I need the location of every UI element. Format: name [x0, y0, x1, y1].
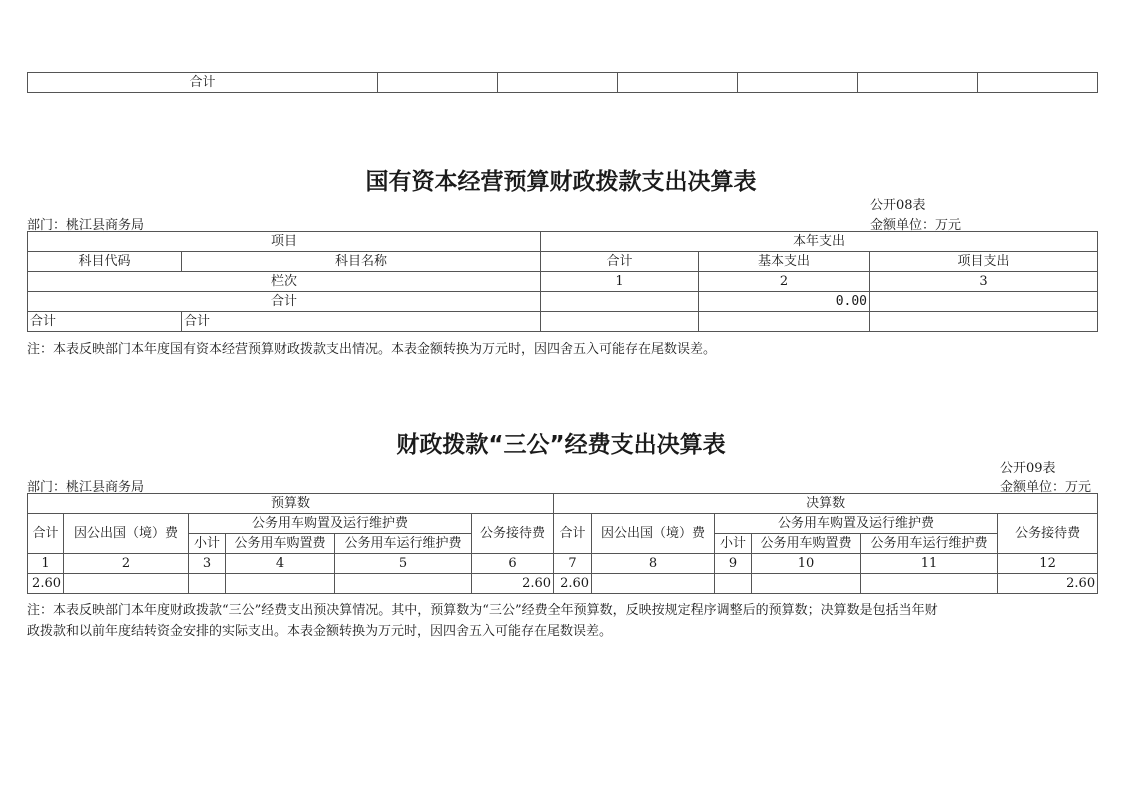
value-cell: [64, 574, 189, 594]
sum-label: 合计: [28, 292, 541, 312]
value-cell: 2.60: [472, 574, 554, 594]
value-cell: [189, 574, 226, 594]
column-order-label: 栏次: [28, 272, 541, 292]
table-row: [28, 272, 1098, 292]
col-number: 2: [699, 272, 870, 292]
header-project-exp: 项目支出: [870, 252, 1098, 272]
header-reception: 公务接待费: [998, 514, 1098, 554]
table2-unit: 金额单位：万元: [1000, 480, 1092, 495]
header-subject-code: 科目代码: [28, 252, 182, 272]
value-cell: [592, 574, 715, 594]
col-number: 9: [715, 554, 752, 574]
table1-note: 注：本表反映部门本年度国有资本经营预算财政拨款支出情况。本表金额转换为万元时，因四舍五入可能存在尾数误差。: [27, 342, 717, 357]
header-subtotal: 小计: [189, 534, 226, 554]
table-row: [28, 252, 1098, 272]
total-label: 合计: [28, 73, 378, 93]
table-row: [28, 312, 1098, 332]
header-project: 项目: [28, 232, 541, 252]
col-number: 7: [554, 554, 592, 574]
header-basic: 基本支出: [699, 252, 870, 272]
col-number: 12: [998, 554, 1098, 574]
table-row: [28, 292, 1098, 312]
table1: [27, 231, 1098, 332]
table2-note-line1: 注：本表反映部门本年度财政拨款“三公”经费支出预决算情况。其中，预算数为“三公”经费全年预算数，反映按规定程序调整后的预算数；决算数是包括当年财: [27, 603, 938, 618]
header-reception: 公务接待费: [472, 514, 554, 554]
col-number: 3: [870, 272, 1098, 292]
table2-note-line2: 政拨款和以前年度结转资金安排的实际支出。本表金额转换为万元时，因四舍五入可能存在尾数误差。: [27, 624, 613, 639]
value-cell: [226, 574, 335, 594]
col-number: 11: [861, 554, 998, 574]
header-total: 合计: [554, 514, 592, 554]
header-abroad: 因公出国（境）费: [64, 514, 189, 554]
header-vehicle: 公务用车购置及运行维护费: [189, 514, 472, 534]
header-operation: 公务用车运行维护费: [861, 534, 998, 554]
header-total: 合计: [541, 252, 699, 272]
col-number: 6: [472, 554, 554, 574]
table1-dept: 部门：桃江县商务局: [27, 218, 145, 233]
header-total: 合计: [28, 514, 64, 554]
row-code: 合计: [28, 312, 182, 332]
table2: [27, 493, 1098, 594]
header-subject-name: 科目名称: [182, 252, 541, 272]
table2-dept: 部门：桃江县商务局: [27, 480, 145, 495]
continued-table: [27, 72, 1122, 93]
row-name: 合计: [182, 312, 541, 332]
col-number: 3: [189, 554, 226, 574]
header-vehicle: 公务用车购置及运行维护费: [715, 514, 998, 534]
col-number: 8: [592, 554, 715, 574]
header-purchase: 公务用车购置费: [752, 534, 861, 554]
table1-title: 国有资本经营预算财政拨款支出决算表: [365, 169, 757, 195]
value-cell: [861, 574, 998, 594]
header-purchase: 公务用车购置费: [226, 534, 335, 554]
col-number: 1: [541, 272, 699, 292]
table-row: [28, 574, 1098, 594]
table-row: [28, 514, 1098, 534]
value-cell: [715, 574, 752, 594]
col-number: 5: [335, 554, 472, 574]
value-cell: [752, 574, 861, 594]
value-cell: 2.60: [554, 574, 592, 594]
col-number: 10: [752, 554, 861, 574]
table1-unit: 金额单位：万元: [870, 218, 962, 233]
header-final: 决算数: [554, 494, 1098, 514]
value-cell: 2.60: [998, 574, 1098, 594]
table-row: [28, 73, 1122, 93]
table-row: [28, 232, 1098, 252]
header-subtotal: 小计: [715, 534, 752, 554]
value-cell: 2.60: [28, 574, 64, 594]
col-number: 4: [226, 554, 335, 574]
table2-title: 财政拨款“三公”经费支出决算表: [396, 432, 726, 458]
sum-basic-value: 0.00: [699, 292, 870, 312]
col-number: 1: [28, 554, 64, 574]
table1-code: 公开08表: [870, 198, 926, 213]
col-number: 2: [64, 554, 189, 574]
header-operation: 公务用车运行维护费: [335, 534, 472, 554]
table-row: [28, 554, 1098, 574]
header-budget: 预算数: [28, 494, 554, 514]
table-row: [28, 494, 1098, 514]
value-cell: [335, 574, 472, 594]
header-abroad: 因公出国（境）费: [592, 514, 715, 554]
header-current-year: 本年支出: [541, 232, 1098, 252]
table2-code: 公开09表: [1000, 461, 1056, 476]
